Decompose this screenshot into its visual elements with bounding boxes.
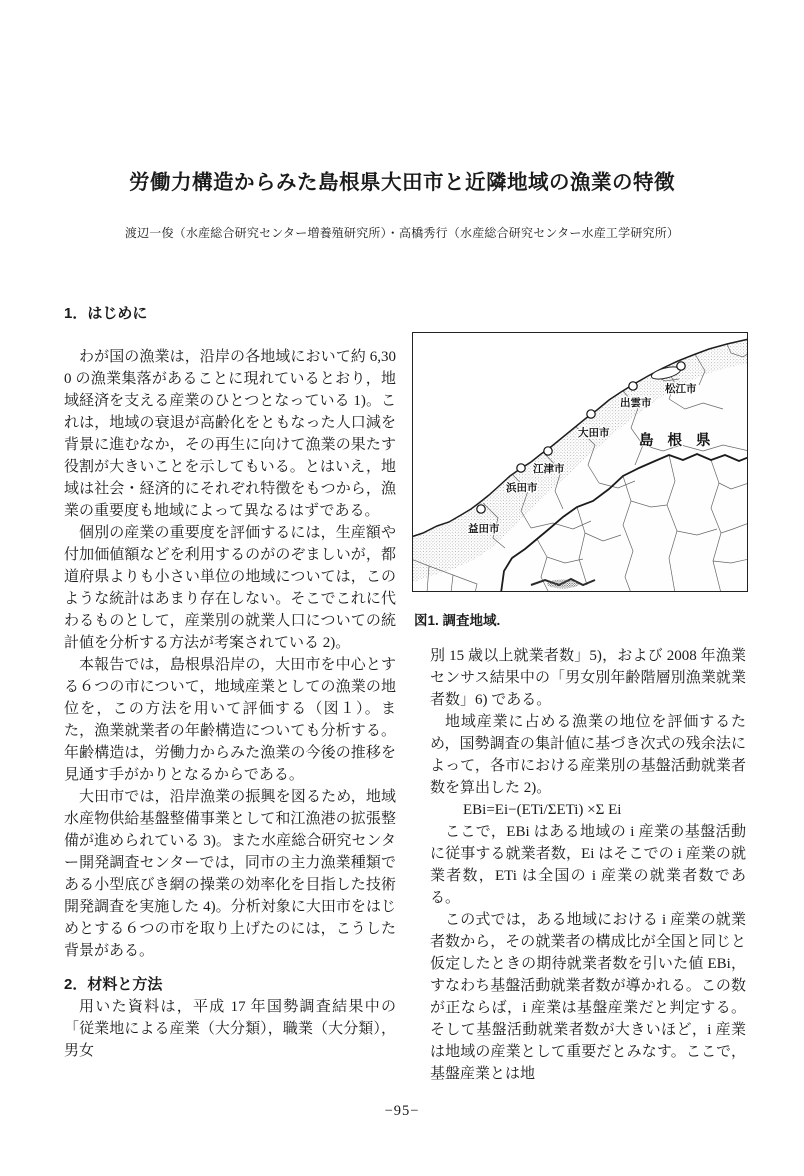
figure-caption: 図1. 調査地域.: [414, 613, 501, 628]
authors-line: 渡辺一俊（水産総合研究センター増養殖研究所）・高橋秀行（水産総合研究センター水産工学研究所）: [124, 226, 680, 240]
map-city-label-izumo: 出雲市: [620, 397, 652, 409]
right-column: [406, 332, 748, 1085]
city-marker-icon: [517, 464, 525, 472]
prefecture-name-label: 島 根 県: [639, 433, 716, 449]
map-city-label-gotsu: 江津市: [533, 463, 565, 475]
methods-paragraph-1: 用いた資料は，平成 17 年国勢調査結果中の「従業地による産業（大分類），職業（大分類），男女: [64, 999, 396, 1059]
city-marker-icon: [477, 505, 485, 513]
section-2-heading: 2．材料と方法: [64, 976, 163, 993]
study-area-map: [412, 332, 748, 592]
methods-paragraph-2: 別 15 歳以上就業者数」5)，および 2008 年漁業センサス結果中の「男女別年齢階層別漁業就業者数」6) である。: [430, 648, 746, 708]
methods-paragraph-5: この式では，ある地域における i 産業の就業者数から，その就業者の構成比が全国と同じと仮定したときの期待就業者数を引いた値 EBi，すなわち基盤活動就業者数が導かれる。この数が正ならば，i 産業は基盤産業だと判定する。そして基盤活動就業者数が大きいほど，i 産業は地域の産業として重要だとみなす。ここで，基盤産業とは地: [430, 912, 746, 1082]
intro-paragraph-3: 本報告では，島根県沿岸の，大田市を中心とする６つの市について，地域産業としての漁業の地位を，この方法を用いて評価する（図１）。また，漁業就業者の年齢構造についても分析する。年齢構造は，労働力からみた漁業の今後の推移を見通す手がかりとなるからである。: [64, 657, 396, 783]
base-employment-equation: EBi=Ei−(ETi/ΣETi) ×Σ Ei: [463, 802, 622, 818]
map-city-label-oda: 大田市: [578, 427, 610, 439]
map-city-label-masuda: 益田市: [468, 523, 500, 535]
page-number: −95−: [384, 1103, 420, 1119]
city-marker-icon: [544, 447, 552, 455]
city-marker-icon: [587, 410, 595, 418]
right-column-text: [430, 645, 746, 1085]
figure-1: [412, 332, 748, 629]
bottom-stipple-patch: [547, 580, 579, 589]
methods-paragraph-4: ここで，EBi はある地域の i 産業の基盤活動に従事する就業者数，Ei はそこでの i 産業の就業者数，ETi は全国の i 産業の就業者数である。: [430, 824, 746, 906]
left-column: [64, 303, 396, 1062]
section-1-heading: 1．はじめに: [64, 305, 148, 322]
map-city-label-matsue: 松江市: [665, 383, 697, 395]
intro-paragraph-4: 大田市では，沿岸漁業の振興を図るため，地域水産物供給基盤整備事業として和江漁港の拡張整備が進められている 3)。また水産総合研究センター開発調査センターでは，同市の主力漁業種類である小型底びき網の操業の効率化を目指した技術開発調査を実施した 4)。分析対象に大田市をはじめとする６つの市を取り上げたのには，こうした背景がある。: [64, 789, 396, 959]
intro-paragraph-2: 個別の産業の重要度を評価するには，生産額や付加価値額などを利用するのがのぞましいが，都道府県よりも小さい単位の地域については，このような統計はあまり存在しない。そこでこれに代わるものとして，産業別の就業人口についての統計値を分析する方法が考案されている 2)。: [64, 525, 396, 651]
methods-paragraph-3: 地域産業に占める漁業の地位を評価するため，国勢調査の集計値に基づき次式の残余法によって，各市における産業別の基盤活動就業者数を算出した 2)。: [430, 714, 746, 796]
city-marker-icon: [629, 382, 637, 390]
map-city-label-hamada: 浜田市: [506, 482, 538, 494]
page-title: 労働力構造からみた島根県大田市と近隣地域の漁業の特徴: [129, 171, 675, 194]
city-marker-icon: [677, 362, 685, 370]
intro-paragraph-1: わが国の漁業は，沿岸の各地域において約 6,300 の漁業集落があることに現れているとおり，地域経済を支える産業のひとつとなっている 1)。これは，地域の衰退が高齢化をともなった人口減を背景に進むなか，その再生に向けて漁業の果たす役割が大きいことを示してもいる。とはいえ，地域は社会・経済的にそれぞれ特徴をもつから，漁業の重要度も地域によって異なるはずである。: [64, 349, 396, 519]
